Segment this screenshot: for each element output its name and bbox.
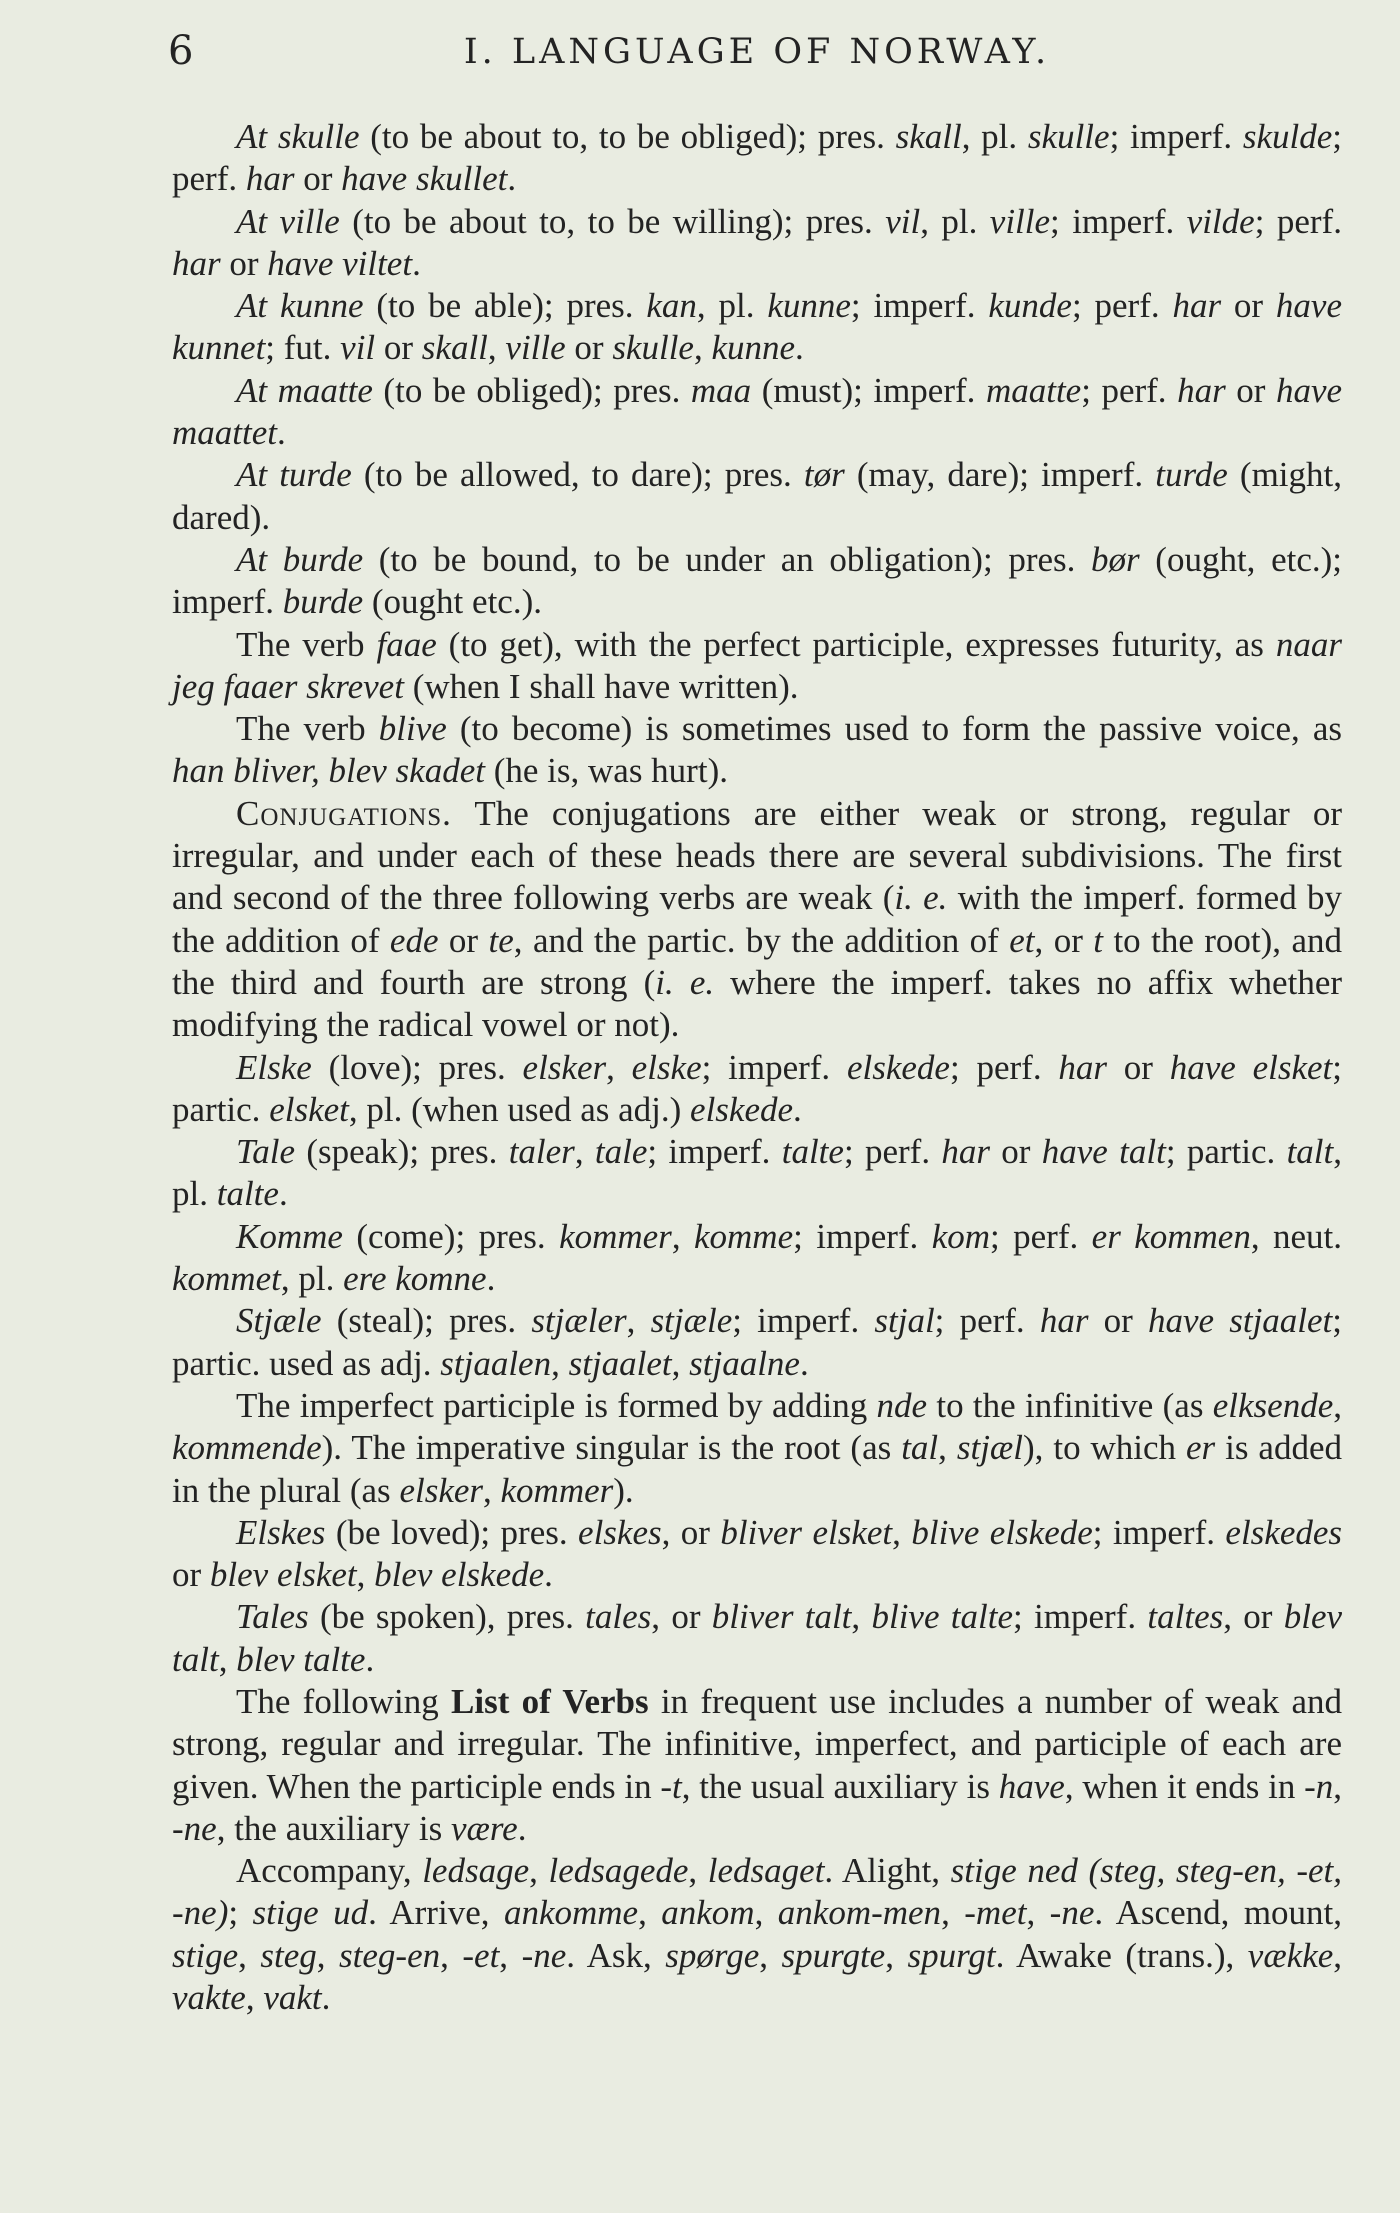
italic-term: blev talte [236,1639,366,1679]
italic-term: vil [885,201,921,241]
text-run: (to be allowed, to dare); pres. [351,455,804,495]
italic-term: vakt [263,1978,322,2018]
text-run: ; partic. [1165,1132,1287,1172]
text-run: ; imperf. [850,286,989,326]
text-run: ; imperf. [701,1047,847,1087]
text-run: , [218,1639,237,1679]
italic-term: turde [1155,455,1228,495]
italic-term: kan [646,286,697,326]
italic-term: At skulle [236,117,360,156]
running-head: I. LANGUAGE OF NORWAY. [463,32,1051,72]
italic-term: Stjæle [236,1301,322,1341]
italic-term: ledsaget [707,1851,825,1891]
italic-term: elsker [399,1470,484,1510]
text-run: (to be able); pres. [363,286,647,326]
paragraph-faae [172,624,1342,709]
italic-term: blive elskede [911,1512,1093,1552]
text-run: , [238,1935,261,1975]
text-run: (to be about to, to be obliged); pres. [359,117,896,156]
text-run: ; partic. used as adj. [172,1301,1343,1383]
text-run: (might, dared). [172,455,1342,537]
italic-term: kommende [172,1428,322,1468]
italic-term: At ville [236,201,340,241]
text-run: , pl. (when used as adj.) [348,1089,691,1129]
italic-term: have [998,1766,1065,1806]
text-run: , [638,1893,662,1933]
italic-term: stjæl [956,1428,1023,1468]
italic-term: maa [690,370,752,410]
italic-term: elsket [269,1089,349,1129]
italic-term: faae [376,624,437,664]
text-run: to the root), and the third and fourth are strong ( [172,920,1343,1002]
italic-term: har [941,1132,990,1172]
text-run: is added in the plural (as [172,1428,1342,1510]
italic-term: -et [462,1935,500,1975]
text-run: , [316,1935,340,1975]
italic-term: har [245,159,295,199]
text-run: . [412,243,421,283]
italic-term: stjæle [650,1301,733,1341]
page-number: 6 [168,28,194,74]
text-run: or [172,1555,210,1595]
text-run: or [1106,1047,1170,1087]
paragraph-elske [172,1047,1342,1132]
italic-term: steg-en [339,1935,441,1975]
text-run: ). The imperative singular is the root (as [321,1428,902,1468]
text-run: The verb [236,624,377,664]
italic-term: bør [1091,539,1140,579]
italic-term: ankomme [503,1893,639,1933]
text-run: (come); pres. [342,1216,560,1256]
text-run: , [671,1216,694,1256]
paragraph-komme [172,1216,1342,1301]
italic-term: At burde [236,539,364,579]
text-run: , [671,1343,690,1383]
italic-term: har [1177,370,1226,410]
text-run: ; fut. [265,328,341,368]
text-run: (be spoken), pres. [308,1597,586,1637]
text-run: (speak); pres. [295,1132,509,1172]
text-run: to the infinitive (as [927,1385,1213,1425]
italic-term: elksende [1212,1385,1334,1425]
italic-term: Tales [236,1597,309,1637]
italic-term: elskede [846,1047,950,1087]
paragraph-tale [172,1131,1342,1216]
text-run: , pl. [696,286,768,326]
paragraph-imperfect-participle [172,1385,1342,1512]
italic-term: burde [282,582,364,622]
text-run: or [294,159,342,199]
text-run: The following [236,1681,452,1721]
italic-term: te [488,920,514,960]
italic-term: tal [901,1428,939,1468]
text-run: ; perf. [843,1132,942,1172]
italic-term: kunde [988,286,1072,326]
text-run: ; imperf. [1109,117,1243,156]
italic-term: t [1093,920,1104,960]
text-run: , and the partic. by the addition of [513,920,1010,960]
italic-term: maatte [985,370,1082,410]
text-run: , or [1223,1597,1284,1637]
italic-term: vil [340,328,376,368]
text-run: or [990,1132,1042,1172]
italic-term: tale [594,1132,648,1172]
text-run: , or [1034,920,1094,960]
italic-term: Elske [236,1047,312,1087]
text-run: . [517,1808,527,1848]
text-run: , the usual auxiliary is [681,1766,999,1806]
text-run: . Ascend, mount, [1094,1893,1343,1933]
italic-term: naar jeg faaer skrevet [172,624,1342,706]
text-run: ; partic. [172,1047,1343,1129]
text-run: (to get), with the perfect participle, expresses futurity, as [436,624,1276,664]
text-run: . [276,413,286,453]
text-run: , neut. [1250,1216,1343,1256]
text-run: (may, dare); imperf. [844,455,1156,495]
paragraph-elskes [172,1512,1342,1597]
paragraph-skulle [172,116,1342,201]
italic-term: blev elskede [374,1555,545,1595]
italic-term: blev talt [172,1597,1343,1679]
text-run: . [321,1978,331,2018]
text-run: in frequent use includes a number of weak and strong, regular and irregular. The infinitive, imperfect, and participle of each are given. When the participle ends in [172,1681,1342,1806]
bold-term: List of Verbs [451,1681,649,1721]
italic-term: kommer [559,1216,672,1256]
text-run: , when it ends in [1064,1766,1305,1806]
italic-term: spurgte [781,1935,886,1975]
italic-term: bliver elsket [720,1512,893,1552]
italic-term: i. e. [894,878,948,918]
text-run: , [754,1893,778,1933]
italic-term: vække [1247,1935,1334,1975]
text-run: , [693,328,712,368]
text-run: (steal); pres. [321,1301,532,1341]
text-run: . [507,159,517,199]
italic-term: -met [964,1893,1027,1933]
italic-term: talt [1286,1132,1334,1172]
italic-term: har [1172,286,1222,326]
text-run: (to be bound, to be under an obligation); pres. [363,539,1092,579]
text-run: , [499,1935,522,1975]
italic-term: talte [781,1132,844,1172]
paragraph-blive [172,708,1342,793]
page-header [168,28,1346,84]
text-run: , the auxiliary is [216,1808,451,1848]
text-run: , [851,1597,872,1637]
text-run: , [529,1851,549,1891]
text-run: ; [228,1893,253,1933]
italic-term: -t [660,1766,682,1806]
italic-term: elskes [578,1512,662,1552]
text-run: (he is, was hurt). [484,751,728,791]
italic-term: blev elsket [209,1555,357,1595]
italic-term: har [172,243,221,283]
italic-term: tales [585,1597,652,1637]
text-run: ; imperf. [793,1216,932,1256]
paragraph-ville [172,201,1342,286]
text-run: . Alight, [824,1851,951,1891]
section-heading: Conjugations. [236,793,452,833]
paragraph-burde [172,539,1342,624]
text-run: ; perf. [934,1301,1040,1341]
text-run: , [483,1470,501,1510]
italic-term: elsker [522,1047,607,1087]
italic-term: stige ud [252,1893,369,1933]
italic-term: kommet [172,1259,281,1299]
text-run: , [941,1893,965,1933]
text-run: , [1026,1893,1050,1933]
italic-term: Elskes [236,1512,326,1552]
italic-term: elskedes [1225,1512,1343,1552]
paragraph-maatte [172,370,1342,455]
paragraph-tales [172,1596,1342,1681]
italic-term: er kommen [1091,1216,1251,1256]
paragraph-turde [172,454,1342,539]
text-run: ; imperf. [732,1301,875,1341]
italic-term: steg [260,1935,317,1975]
italic-term: skulle [1027,117,1110,156]
italic-term: have stjaalet [1147,1301,1333,1341]
italic-term: vakte [172,1978,246,2018]
italic-term: kom [931,1216,991,1256]
text-run: The imperfect participle is formed by adding [236,1385,877,1425]
italic-term: elskede [690,1089,794,1129]
text-run: . [793,1089,802,1129]
text-run: ). [613,1470,634,1510]
italic-term: stjaalne [689,1343,800,1383]
italic-term: ville [989,201,1051,241]
italic-term: spurgt [907,1935,996,1975]
italic-term: stige ned (steg, steg-en, -et, -ne) [172,1851,1342,1933]
text-run: (ought etc.). [363,582,542,622]
italic-term: blive talte [871,1597,1014,1637]
text-run: (love); pres. [311,1047,523,1087]
text-run: ; imperf. [1050,201,1187,241]
italic-term: tør [803,455,845,495]
italic-term: stjal [874,1301,935,1341]
italic-term: et [1009,920,1035,960]
italic-term: i. e. [655,962,715,1002]
text-run: . Ask, [566,1935,666,1975]
text-run: , [688,1851,708,1891]
page-body [172,116,1342,2019]
text-run: or [1225,370,1276,410]
text-run: . [795,328,804,368]
italic-term: skulde [1242,117,1333,156]
text-run: . Awake (trans.), [995,1935,1248,1975]
text-run: or [565,328,613,368]
italic-term: stige [172,1935,239,1975]
text-run: ; imperf. [647,1132,782,1172]
text-run: , [626,1301,651,1341]
italic-term: skall [421,328,488,368]
text-run: , pl. [961,117,1028,156]
italic-term: bliver talt [711,1597,852,1637]
text-run: . [544,1555,553,1595]
text-run: ), to which [1022,1428,1187,1468]
italic-term: have kunnet [172,286,1342,368]
text-run: (must); imperf. [751,370,986,410]
italic-term: Komme [236,1216,343,1256]
text-run: , [938,1428,957,1468]
italic-term: -n [1304,1766,1334,1806]
italic-term: have talt [1041,1132,1166,1172]
paragraph-list-of-verbs [172,1681,1342,1850]
italic-term: har [1039,1301,1089,1341]
text-run: , [606,1047,632,1087]
text-run: (be loved); pres. [325,1512,579,1552]
text-run: , [551,1343,569,1383]
text-run: (to become) is sometimes used to form the passive voice, as [446,709,1342,749]
text-run: or [220,243,268,283]
text-run: (to be about to, to be willing); pres. [339,201,886,241]
italic-term: ville [505,328,566,368]
italic-term: ere komne [343,1259,487,1299]
text-run: ; imperf. [1013,1597,1148,1637]
italic-term: At kunne [236,286,364,326]
italic-term: ede [389,920,439,960]
italic-term: blive [378,709,447,749]
italic-term: ledsage [422,1851,530,1891]
italic-term: taler [508,1132,575,1172]
text-run: , [892,1512,912,1552]
italic-term: Tale [236,1132,296,1172]
paragraph-verb-list-a [172,1850,1342,2019]
italic-term: skall [895,117,962,156]
text-run: , [1333,1385,1342,1425]
text-run: (to be obliged); pres. [372,370,691,410]
italic-term: have skullet [341,159,508,199]
italic-term: ledsagede [548,1851,689,1891]
text-run: , [440,1935,463,1975]
italic-term: talte [216,1174,279,1214]
text-run: ; perf. [990,1216,1092,1256]
italic-term: spørge [665,1935,760,1975]
italic-term: At turde [236,455,352,495]
text-run: , [759,1935,782,1975]
text-run: . Arrive, [368,1893,504,1933]
italic-term: stjaalen [440,1343,552,1383]
text-run: ; perf. [1081,370,1178,410]
paragraph-stjaele [172,1300,1342,1385]
italic-term: nde [876,1385,928,1425]
text-run: or [1221,286,1276,326]
italic-term: han bliver, blev skadet [172,751,485,791]
italic-term: kommer [500,1470,614,1510]
text-run: where the imperf. takes no affix whether modifying the radical vowel or not). [172,962,1343,1045]
italic-term: -ne [172,1808,217,1848]
italic-term: ankom-men [777,1893,942,1933]
text-run: , [487,328,506,368]
italic-term: elske [631,1047,702,1087]
italic-term: have elsket [1169,1047,1333,1087]
italic-term: have viltet [267,243,413,283]
text-run: Accompany, [236,1851,423,1891]
text-run: , [245,1978,264,2018]
text-run: or [438,920,489,960]
text-run: , [1333,1766,1342,1806]
text-run: ; imperf. [1092,1512,1226,1552]
italic-term: taltes [1147,1597,1224,1637]
italic-term: kunne [767,286,851,326]
text-run: ; perf. [1254,201,1342,241]
text-run: or [1088,1301,1148,1341]
text-run: , pl. [172,1132,1342,1214]
text-run: or [375,328,422,368]
italic-term: -ne [521,1935,567,1975]
text-run: (when I shall have written). [403,666,799,706]
italic-term: have maattet [172,370,1343,453]
text-run: , or [651,1597,712,1637]
italic-term: være [450,1808,518,1848]
text-run: ; perf. [949,1047,1059,1087]
text-run: . [278,1174,288,1214]
text-run: The conjugations are either weak or strong, regular or irregular, and under each of these heads there are several subdivisions. The first and second of the three following verbs are weak ( [172,793,1342,918]
italic-term: ankom [661,1893,755,1933]
text-run: , [885,1935,908,1975]
italic-term: komme [693,1216,794,1256]
italic-term: At maatte [236,370,373,410]
text-run: (ought, etc.); imperf. [172,539,1342,622]
italic-term: stjæler [531,1301,627,1341]
text-run: with the imperf. formed by the addition of [172,878,1342,960]
paragraph-kunne [172,285,1342,370]
text-run: , pl. [920,201,990,241]
italic-term: vilde [1186,201,1255,241]
italic-term: skulle [612,328,694,368]
paragraph-conjugations [172,793,1342,1047]
text-run: . [365,1639,375,1679]
text-run: , pl. [280,1259,344,1299]
text-run: . [486,1259,496,1299]
text-run: , [1333,1935,1343,1975]
text-run: ; perf. [1071,286,1173,326]
text-run: , or [661,1512,721,1552]
text-run: . [799,1343,809,1383]
italic-term: er [1186,1428,1216,1468]
text-run: , [574,1132,595,1172]
italic-term: -ne [1049,1893,1095,1933]
text-run: The verb [236,709,379,749]
italic-term: kunne [711,328,796,368]
italic-term: stjaalet [568,1343,672,1383]
italic-term: har [1058,1047,1107,1087]
text-run: , [356,1555,375,1595]
text-run: ; perf. [172,117,1342,199]
